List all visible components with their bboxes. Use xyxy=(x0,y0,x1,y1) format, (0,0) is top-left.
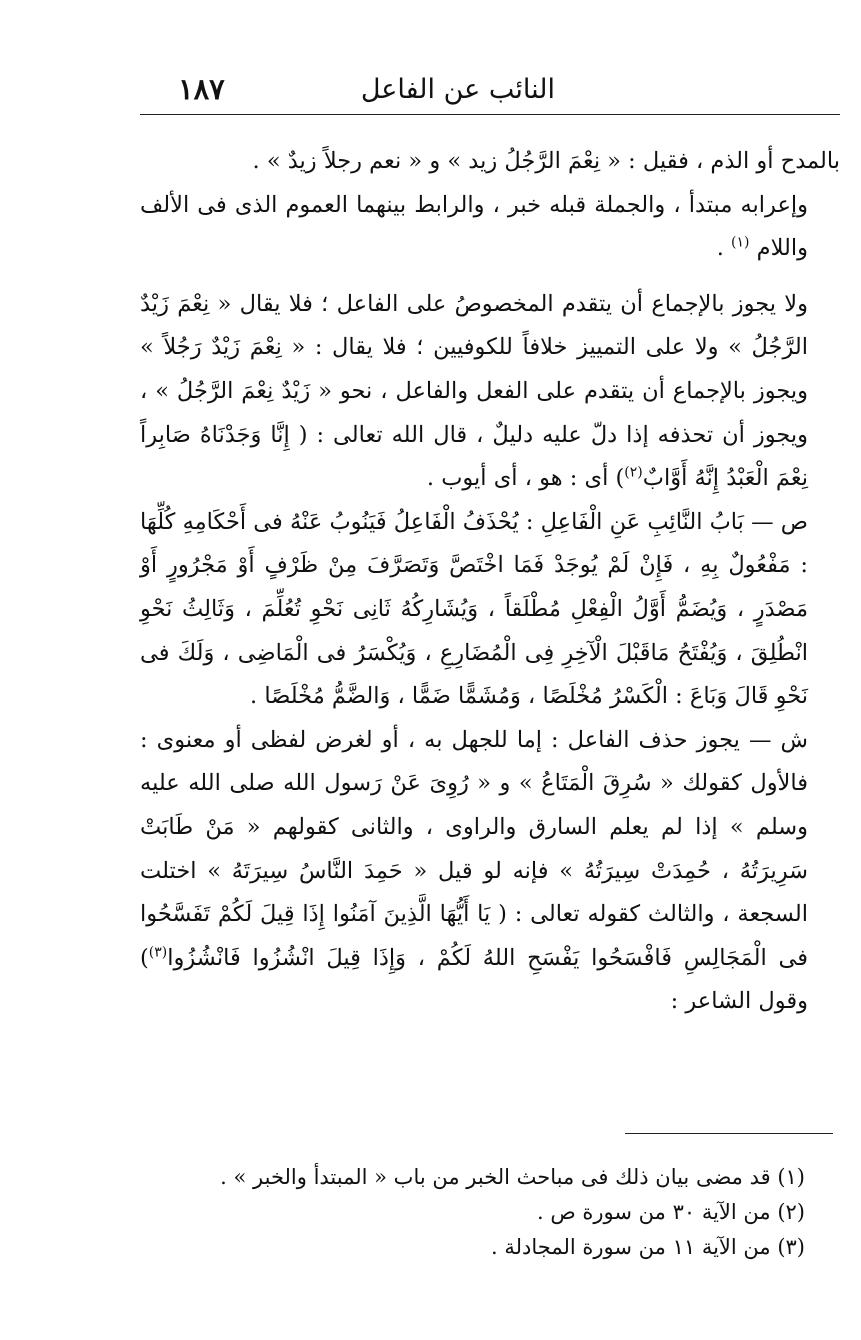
footnote-ref-2: (٢) xyxy=(624,464,643,481)
paragraph-5 xyxy=(140,719,840,1024)
paragraph-1-text: بالمدح أو الذم ، فقيل : « نِعْمَ الرَّجُلُ زيد » و « نعم رجلاً زيدٌ » . xyxy=(252,148,840,174)
footnote-1: (١) قد مضى بيان ذلك فى مباحث الخبر من باب « المبتدأ والخبر » . xyxy=(220,1165,805,1189)
paragraph-3-end: ) أى : هو ، أى أيوب . xyxy=(426,465,625,492)
header-divider xyxy=(140,114,840,115)
running-title: النائب عن الفاعل xyxy=(360,74,555,105)
paragraph-5-end: ) وقول الشاعر : xyxy=(140,944,808,1015)
paragraph-4 xyxy=(140,501,840,719)
paragraph-2 xyxy=(140,184,840,271)
paragraph-3 xyxy=(140,283,840,501)
main-text xyxy=(140,140,840,1024)
footnote-ref-1: (١) xyxy=(731,234,750,251)
footnote-ref-3: (٣) xyxy=(148,944,168,961)
paragraph-1 xyxy=(140,140,840,184)
page-number: ١٨٧ xyxy=(178,72,225,106)
paragraph-2-end: . xyxy=(716,235,732,262)
page-header xyxy=(140,72,840,118)
paragraph-2-text: وإعرابه مبتدأ ، والجملة قبله خبر ، والرابط بينهما العموم الذى فى الألف واللام xyxy=(140,191,808,262)
footnote-3: (٣) من الآية ١١ من سورة المجادلة . xyxy=(491,1235,805,1259)
footnotes xyxy=(140,1160,840,1265)
paragraph-3-text: ولا يجوز بالإجماع أن يتقدم المخصوصُ على الفاعل ؛ فلا يقال « نِعْمَ زَيْدٌ الرَّجُلُ » ولا على التمييز خلافاً للكوفيين ؛ فلا يقال : « نِعْمَ زَيْدٌ رَجُلاً » ويجوز بالإجماع أن يتقدم على الفعل والفاعل ، نحو « زَيْدٌ نِعْمَ الرَّجُلُ » ، ويجوز أن تحذفه إذا دلّ عليه دليلٌ ، قال الله تعالى : ( إِنَّا وَجَدْنَاهُ صَابِراً نِعْمَ الْعَبْدُ إِنَّهُ أَوَّابٌ xyxy=(140,290,808,492)
footnote-divider xyxy=(625,1133,833,1134)
paragraph-4-text: ص — بَابُ النَّائِبِ عَنِ الْفَاعِلِ : يُحْذَفُ الْفَاعِلُ فَيَنُوبُ عَنْهُ فى أَحْكَامِهِ كُلِّهَا : مَفْعُولٌ بِهِ ، فَإِنْ لَمْ يُوجَدْ فَمَا اخْتَصَّ وَتَصَرَّفَ مِنْ ظَرْفٍ أَوْ مَجْرُورٍ أَوْ مَصْدَرٍ ، وَيُضَمُّ أَوَّلُ الْفِعْلِ مُطْلَقاً ، وَيُشَارِكُهُ ثَانِى نَحْوِ تُعُلِّمَ ، وَثَالِثُ نَحْوِ انْطُلِقَ ، وَيُفْتَحُ مَاقَبْلَ الْآخِرِ فِى الْمُضَارِعِ ، وَيُكْسَرُ فى الْمَاضِى ، وَلَكَ فى نَحْوِ قَالَ وَبَاعَ : الْكَسْرُ مُخْلَصًا ، وَمُشَمًّا ضَمًّا ، وَالضَّمُّ مُخْلَصًا . xyxy=(140,508,808,710)
paragraph-5-text: ش — يجوز حذف الفاعل : إما للجهل به ، أو لغرض لفظى أو معنوى : فالأول كقولك « سُرِقَ الْمَتَاعُ » و « رُوِىَ عَنْ رَسول الله صلى الله عليه وسلم » إذا لم يعلم السارق والراوى ، والثانى كقولهم « مَنْ طَابَتْ سَرِيرَتُهُ ، حُمِدَتْ سِيرَتُهُ » فإنه لو قيل « حَمِدَ النَّاسُ سِيرَتَهُ » اختلت السجعة ، والثالث كقوله تعالى : ( يَا أَيُّهَا الَّذِينَ آمَنُوا إِذَا قِيلَ لَكُمْ تَفَسَّحُوا فى الْمَجَالِسِ فَافْسَحُوا يَفْسَحِ اللهُ لَكُمْ ، وَإِذَا قِيلَ انْشُزُوا فَانْشُزُوا xyxy=(140,726,809,971)
footnote-2: (٢) من الآية ٣٠ من سورة ص . xyxy=(536,1200,805,1224)
